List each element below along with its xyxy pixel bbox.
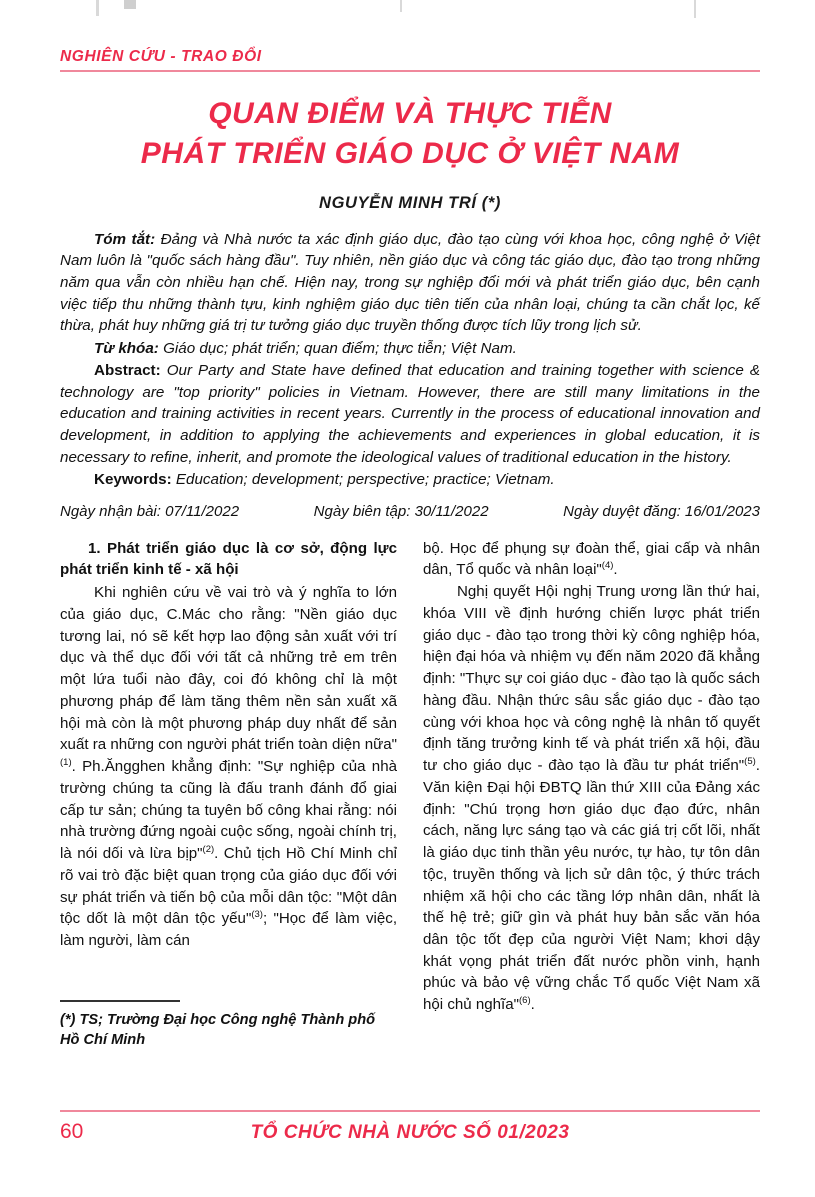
column-right bbox=[423, 538, 760, 1016]
body-columns bbox=[60, 538, 760, 1016]
date-received: Ngày nhận bài: 07/11/2022 bbox=[60, 502, 240, 520]
paragraph-text: bộ. Học để phụng sự đoàn thể, giai cấp và nhân dân, Tổ quốc và nhân loại" bbox=[423, 539, 760, 579]
title-line-1: QUAN ĐIỂM VÀ THỰC TIỄN bbox=[208, 97, 612, 130]
footnote-text: (*) TS; Trường Đại học Công nghệ Thành phố Hồ Chí Minh bbox=[60, 1011, 376, 1049]
abstract-en-label: Abstract: bbox=[94, 362, 161, 380]
page-footer bbox=[60, 1110, 760, 1150]
abstract-vi-label: Tóm tắt: bbox=[94, 230, 156, 248]
page-number: 60 bbox=[60, 1120, 84, 1143]
column-left bbox=[60, 538, 397, 1016]
keywords-vi-text: Giáo dục; phát triển; quan điểm; thực tiễn; Việt Nam. bbox=[158, 339, 517, 357]
footnote-ref-3: (3) bbox=[251, 909, 263, 921]
date-edited: Ngày biên tập: 30/11/2022 bbox=[313, 502, 489, 520]
title-line-2: PHÁT TRIỂN GIÁO DỤC Ở VIỆT NAM bbox=[140, 136, 680, 170]
footnote-ref-4: (4) bbox=[601, 560, 614, 572]
journal-name: TỔ CHỨC NHÀ NƯỚC SỐ 01/2023 bbox=[250, 1122, 570, 1143]
author-name: NGUYỄN MINH TRÍ (*) bbox=[319, 193, 501, 212]
footnote-divider bbox=[60, 1000, 180, 1002]
section-heading: 1. Phát triển giáo dục là cơ sở, động lực phát triển kinh tế - xã hội bbox=[60, 539, 397, 579]
abstract-block bbox=[60, 229, 760, 491]
abstract-vi bbox=[60, 229, 760, 337]
paragraph bbox=[60, 582, 397, 952]
abstract-vi-text: Đảng và Nhà nước ta xác định giáo dục, đào tạo cùng với khoa học, công nghệ ở Việt Nam luôn là "quốc sách hàng đầu". Tuy nhiên, nền giáo dục và công tác giáo dục, đào tạo trong những năm qua vẫn còn nhiều hạn chế. Hiện nay, trong sự nghiệp đổi mới và phát triển giáo dục, bên cạnh việc tiếp thu những thành tựu, kinh nghiệm giáo dục tiên tiến của nhân loại, chúng ta cần chắt lọc, kế thừa, phát huy những giá trị tư tưởng giáo dục truyền thống được tích lũy trong lịch sử. bbox=[60, 230, 760, 335]
paragraph-text: Nghị quyết Hội nghị Trung ương lần thứ hai, khóa VIII về định hướng chiến lược phát triển giáo dục - đào tạo trong thời kỳ công nghiệp hóa, hiện đại hóa và nhiệm vụ đến năm 2020 đã khẳng định: "Thực sự coi giáo dục - đào tạo là quốc sách hàng đầu. Nhận thức sâu sắc giáo dục - đào tạo cùng với khoa học và công nghệ là nhân tố quyết định tăng trưởng kinh tế và phát triển xã hội, đầu tư cho giáo dục - đào tạo là đầu tư phát triển" bbox=[423, 583, 760, 775]
keywords-en-text: Education; development; perspective; practice; Vietnam. bbox=[171, 471, 555, 489]
paragraph bbox=[423, 538, 760, 582]
footnote-ref-5: (5) bbox=[744, 756, 756, 768]
keywords-en bbox=[60, 469, 760, 491]
paragraph-text: . bbox=[613, 561, 618, 579]
section-kicker: NGHIÊN CỨU - TRAO ĐỔI bbox=[60, 48, 262, 65]
keywords-en-label: Keywords: bbox=[94, 471, 172, 489]
paragraph-text: ; "Học để làm việc, làm người, làm cán bbox=[60, 910, 398, 950]
page-title bbox=[60, 94, 760, 174]
abstract-en bbox=[60, 360, 760, 468]
footnote-ref-6: (6) bbox=[519, 995, 531, 1007]
header-divider bbox=[60, 70, 760, 72]
footer-row bbox=[60, 1120, 760, 1144]
paragraph-text: . Ph.Ăngghen khẳng định: "Sự nghiệp của nhà trường chúng ta cũng là đấu tranh đánh đổ giai cấp tư sản; chúng ta tuyên bố công khai rằng: nói nhà trường đứng ngoài cuộc sống, ngoài chính trị, là nói dối và lừa bịp" bbox=[60, 758, 397, 863]
paragraph-text: . Chủ tịch Hồ Chí Minh chỉ rõ vai trò đặc biệt quan trọng của giáo dục đối với sự phát triển và tiến bộ của mỗi dân tộc: "Một dân tộc dốt là một dân tộc yếu" bbox=[60, 845, 397, 928]
footer-divider bbox=[60, 1110, 760, 1112]
footnote-block bbox=[60, 1000, 397, 1051]
abstract-en-text: Our Party and State have defined that education and training together with science & technology are "top priority" policies in Vietnam. However, there are still many limitations in the education and training activities in recent years. Currently in the process of educational innovation and development, in addition to applying the achievements and experiences in global education, it is necessary to refine, inherit, and promote the ideological values of traditional education in the history. bbox=[60, 362, 760, 466]
keywords-vi-label: Từ khóa: bbox=[94, 339, 159, 357]
footnote-ref-2: (2) bbox=[202, 844, 215, 856]
date-approved: Ngày duyệt đăng: 16/01/2023 bbox=[563, 502, 760, 520]
keywords-vi bbox=[60, 338, 760, 360]
paragraph-text: . bbox=[530, 996, 535, 1014]
paragraph-text: Khi nghiên cứu về vai trò và ý nghĩa to lớn của giáo dục, C.Mác cho rằng: "Nền giáo dục tương lai, nó sẽ kết hợp lao động sản xuất với trí dục và thể dục đối với tất cả những trẻ em trên một lứa tuổi nào đây, coi đó không chỉ là một phương pháp để làm tăng thêm nền sản xuất xã hội mà còn là một phương pháp duy nhất để sản xuất ra những con người phát triển toàn diện nữa" bbox=[60, 584, 397, 754]
page-content bbox=[60, 0, 760, 1197]
publication-dates bbox=[60, 503, 760, 520]
footnote-ref-1: (1) bbox=[60, 757, 72, 769]
paragraph bbox=[423, 581, 760, 1016]
paragraph-text: . Văn kiện Đại hội ĐBTQ lần thứ XIII của Đảng xác định: "Chú trọng hơn giáo dục đạo đức, nhân cách, năng lực sáng tạo và các giá trị cốt lõi, nhất là giáo dục tinh thần yêu nước, tự hào, tự tôn dân tộc, truyền thống và lịch sử dân tộc, ý thức trách nhiệm xã hội cho các tầng lớp nhân dân, nhất là thế hệ trẻ; giữ gìn và phát huy bản sắc văn hóa dân tộc tốt đẹp của người Việt Nam; khơi dậy khát vọng phát triển đất nước phồn vinh, hạnh phúc và bảo vệ vững chắc Tổ quốc Việt Nam xã hội chủ nghĩa" bbox=[423, 757, 760, 1014]
